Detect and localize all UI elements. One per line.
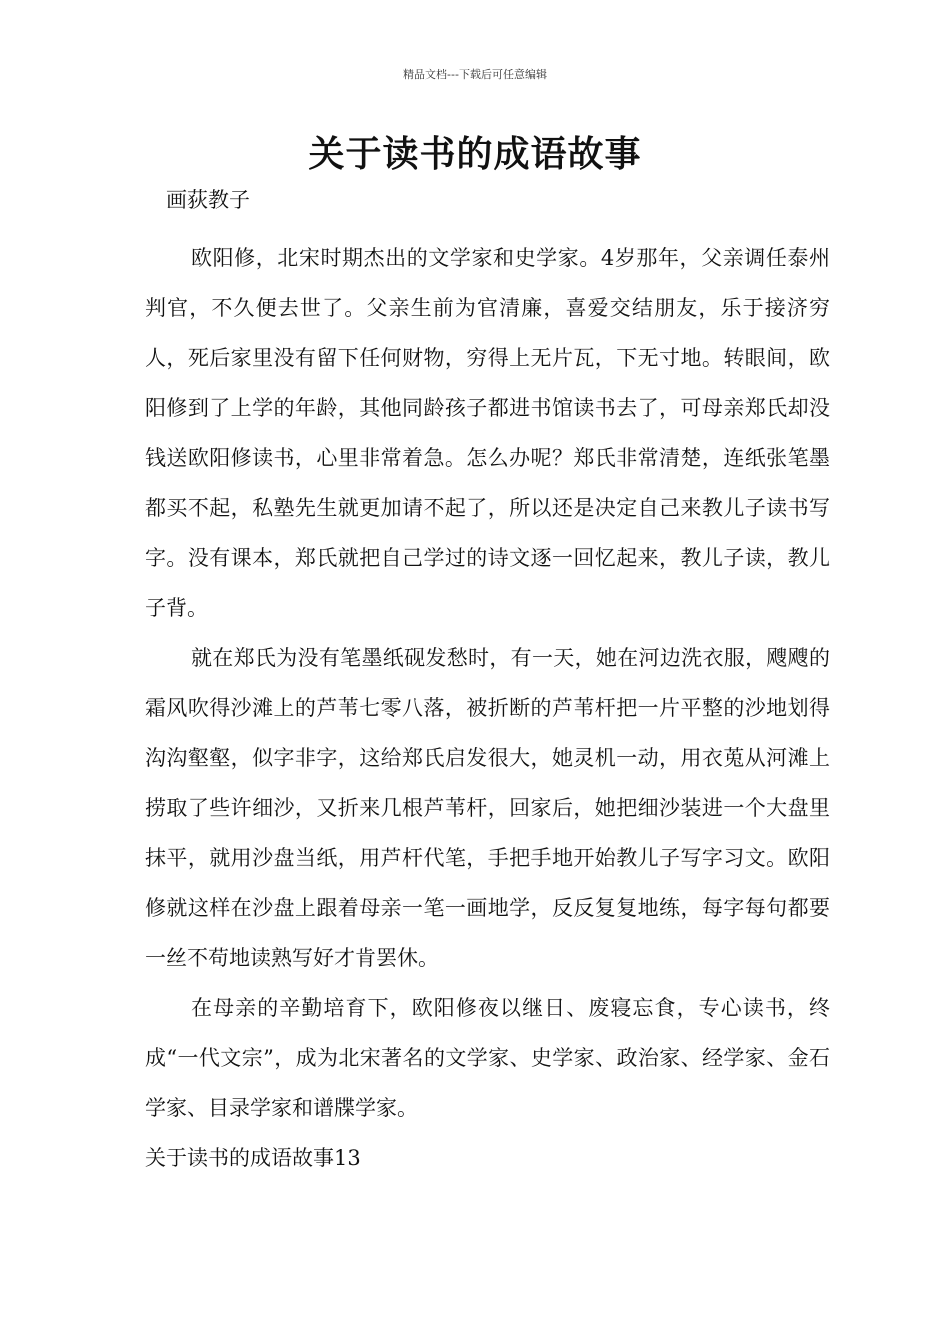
- paragraph-1: 欧阳修，北宋时期杰出的文学家和史学家。4岁那年，父亲调任泰州判官，不久便去世了。父亲生前为官清廉，喜爱交结朋友，乐于接济穷人，死后家里没有留下任何财物，穷得上无片瓦，下无寸地。转眼间，欧阳修到了上学的年龄，其他同龄孩子都进书馆读书去了，可母亲郑氏却没钱送欧阳修读书，心里非常着急。怎么办呢？郑氏非常清楚，连纸张笔墨都买不起，私塾先生就更加请不起了，所以还是决定自己来教儿子读书写字。没有课本，郑氏就把自己学过的诗文逐一回忆起来，教儿子读，教儿子背。: [145, 246, 830, 620]
- paragraph-2: 就在郑氏为没有笔墨纸砚发愁时，有一天，她在河边洗衣服，飕飕的霜风吹得沙滩上的芦苇七零八落，被折断的芦苇杆把一片平整的沙地划得沟沟壑壑，似字非字，这给郑氏启发很大，她灵机一动，用衣莵从河滩上捞取了些许细沙，又折来几根芦苇杆，回家后，她把细沙装进一个大盘里抹平，就用沙盘当纸，用芦杆代笔，手把手地开始教儿子写字习文。欧阳修就这样在沙盘上跟着母亲一笔一画地学，反反复复地练，每字每句都要一丝不苟地读熟写好才肯罢休。: [145, 646, 830, 970]
- paragraph-3: 在母亲的辛勤培育下，欧阳修夜以继日、废寝忘食，专心读书，终成“一代文宗”，成为北宋著名的文学家、史学家、政治家、经学家、金石学家、目录学家和谱牒学家。: [145, 996, 830, 1120]
- next-section-heading: 关于读书的成语故事13: [145, 1146, 361, 1170]
- document-body: [145, 183, 830, 1183]
- story-subtitle: 画荻教子: [166, 188, 250, 212]
- header-note: 精品文档---下载后可任意编辑: [403, 68, 547, 81]
- document-title: 关于读书的成语故事: [308, 134, 642, 175]
